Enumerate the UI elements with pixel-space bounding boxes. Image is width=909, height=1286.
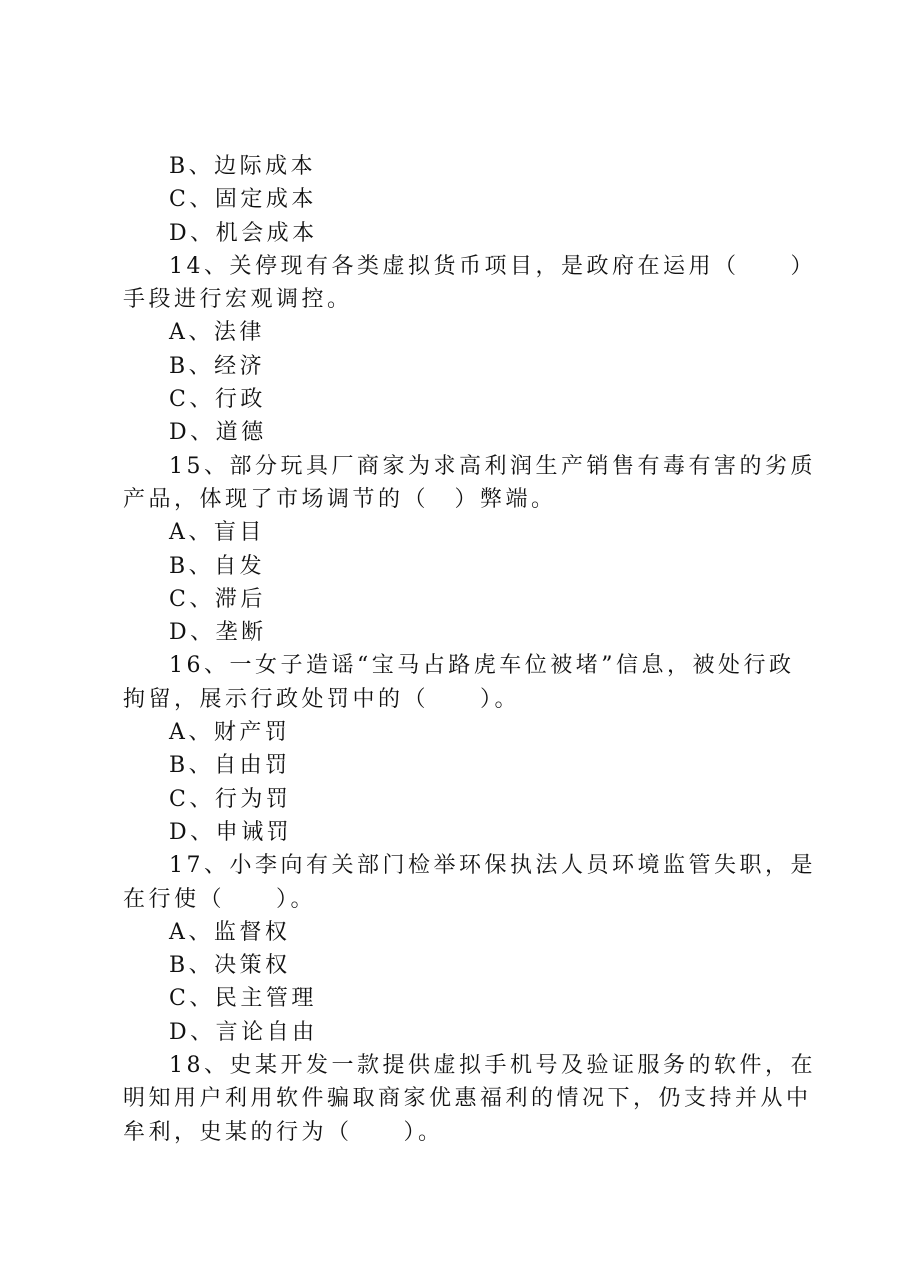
question-17-option-b: B、决策权 (169, 953, 291, 979)
question-15-option-b: B、自发 (169, 553, 266, 579)
question-18-text: 18、史某开发一款提供虚拟手机号及验证服务的软件，在 (169, 1053, 816, 1079)
question-17-option-a: A、监督权 (169, 919, 291, 945)
question-16-option-c: C、行为罚 (169, 786, 292, 812)
question-14-option-c: C、行政 (169, 387, 266, 413)
question-17-text: 17、小李向有关部门检举环保执法人员环境监管失职，是 (169, 853, 816, 879)
question-17-text-cont: 在行使（ ）。 (123, 886, 317, 912)
question-16-option-d: D、申诫罚 (169, 819, 293, 845)
option-d: D、机会成本 (169, 220, 318, 246)
question-14-option-d: D、道德 (169, 420, 267, 446)
question-14-option-b: B、经济 (169, 353, 266, 379)
option-c: C、固定成本 (169, 187, 317, 213)
question-18-text-cont-2: 牟利，史某的行为（ ）。 (123, 1119, 444, 1145)
question-14-text: 14、关停现有各类虚拟货币项目，是政府在运用（ ） (169, 253, 816, 279)
option-b: B、边际成本 (169, 154, 317, 179)
question-16-text-cont: 拘留，展示行政处罚中的（ ）。 (123, 686, 521, 712)
question-18-text-cont-1: 明知用户利用软件骗取商家优惠福利的情况下，仍支持并从中 (123, 1086, 812, 1112)
question-15-option-a: A、盲目 (169, 520, 265, 546)
question-15-option-c: C、滞后 (169, 586, 266, 612)
question-14-option-a: A、法律 (169, 320, 265, 346)
question-16-option-b: B、自由罚 (169, 753, 291, 779)
question-15-text: 15、部分玩具厂商家为求高利润生产销售有毒有害的劣质 (169, 453, 816, 479)
question-17-option-c: C、民主管理 (169, 986, 317, 1012)
question-17-option-d: D、言论自由 (169, 1019, 318, 1045)
question-15-option-d: D、垄断 (169, 620, 267, 646)
question-14-text-cont: 手段进行宏观调控。 (123, 287, 353, 313)
question-list (123, 150, 816, 1149)
question-16-option-a: A、财产罚 (169, 720, 291, 746)
question-16-text: 16、一女子造谣“宝马占路虎车位被堵”信息，被处行政 (169, 653, 795, 679)
question-15-text-cont: 产品，体现了市场调节的（ ）弊端。 (123, 486, 557, 512)
